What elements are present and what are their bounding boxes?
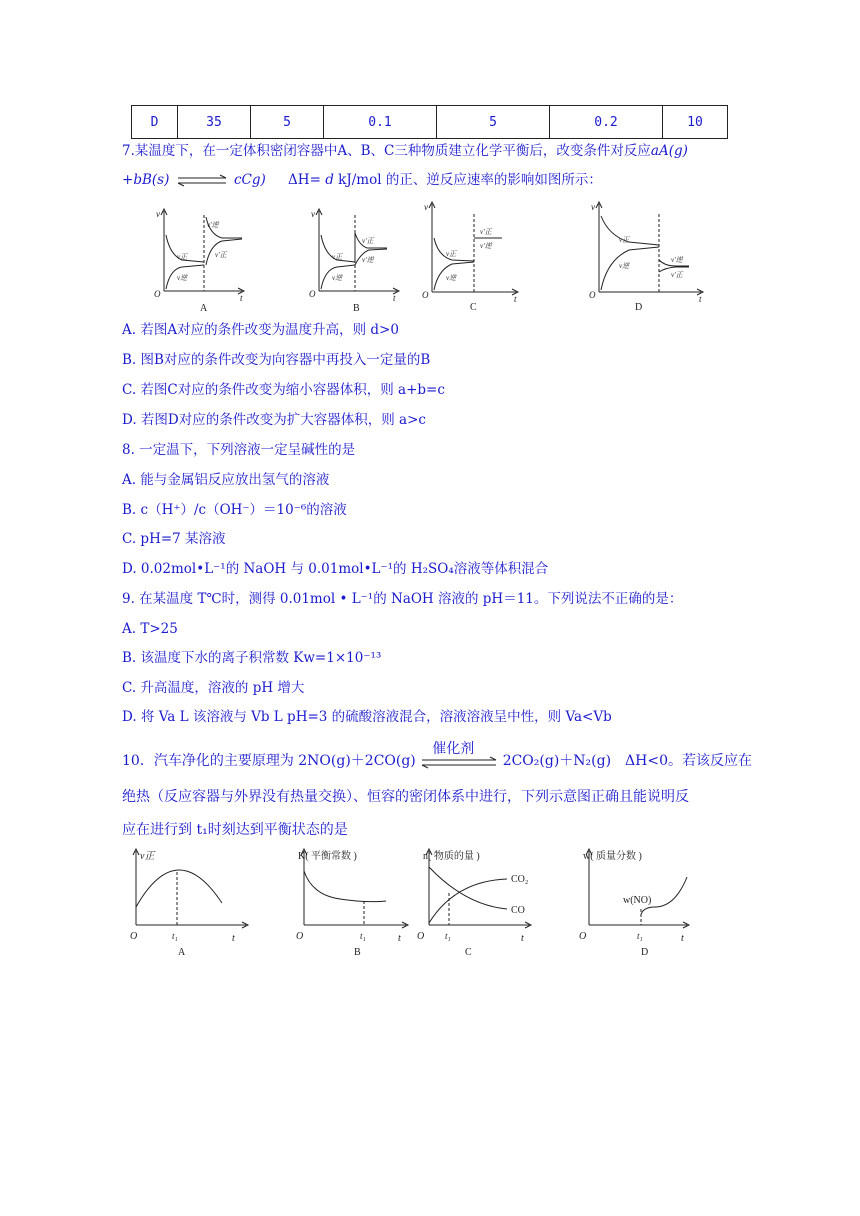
graph-caption: B — [354, 947, 361, 958]
graph-caption: C — [465, 947, 472, 958]
equilibrium-arrow-icon — [174, 174, 230, 188]
q9-option-d: D. 将 Va L 该溶液与 Vb L pH=3 的硫酸溶液混合，溶液溶液呈中性，则 Va<Vb — [122, 709, 612, 725]
series-label: v′逆 — [362, 256, 374, 264]
q7-graph-a — [150, 205, 250, 315]
q7-graph-c — [418, 198, 528, 316]
axis-label: v — [591, 202, 595, 212]
q9-option-c: C. 升高温度，溶液的 pH 增大 — [122, 680, 305, 696]
series-label-wno: w(NO) — [623, 895, 652, 906]
series-label: v逆 — [177, 274, 188, 282]
q9-option-a: A. T>25 — [122, 621, 178, 637]
catalyst-label: 催化剂 — [432, 741, 475, 757]
axis-label: t — [393, 293, 396, 303]
origin-label: O — [130, 931, 138, 942]
q8-stem: 8. 一定温下，下列溶液一定呈碱性的是 — [122, 442, 356, 458]
series-label: v′正 — [362, 237, 374, 245]
table-cell: 10 — [663, 106, 728, 139]
graph-caption: A — [178, 947, 186, 958]
origin-label: O — [296, 931, 304, 942]
series-label-co2: CO₂ — [511, 874, 529, 885]
series-label: v逆 — [619, 262, 630, 270]
graph-caption: A — [200, 303, 208, 314]
q8-option-a: A. 能与金属铝反应放出氢气的溶液 — [122, 472, 330, 488]
origin-label: O — [154, 289, 161, 299]
q10-stem-line1 — [122, 741, 752, 770]
q8-option-d: D. 0.02mol•L⁻¹的 NaOH 与 0.01mol•L⁻¹的 H₂SO₄溶液等体积混合 — [122, 561, 549, 577]
q7-option-a: A. 若图A对应的条件改变为温度升高，则 d>0 — [122, 322, 399, 338]
series-label-co: CO — [511, 905, 525, 916]
q7-graph-d — [585, 198, 710, 316]
q7-delta-h: ΔH= — [288, 172, 321, 188]
q7-graph-b — [305, 205, 405, 315]
series-label: v′正 — [215, 251, 227, 259]
axis-label: t — [699, 294, 702, 304]
q9-stem: 9. 在某温度 T℃时，测得 0.01mol • L⁻¹的 NaOH 溶液的 pH＝11。下列说法不正确的是： — [122, 591, 683, 607]
series-label: v正 — [332, 253, 343, 261]
axis-label: t — [681, 933, 684, 944]
tick-label: t₁ — [360, 931, 366, 941]
q7-stem-tail: kJ/mol 的正、逆反应速率的影响如图所示： — [338, 172, 602, 188]
series-label: v′正 — [480, 228, 492, 236]
axis-label: t — [232, 933, 235, 944]
series-label: v′逆 — [480, 242, 492, 250]
q8-option-b: B. c（H⁺）/c（OH⁻）＝10⁻⁶的溶液 — [122, 502, 347, 518]
table-cell: 0.1 — [324, 106, 437, 139]
q8-option-c: C. pH=7 某溶液 — [122, 531, 226, 547]
tick-label: t₁ — [172, 931, 178, 941]
q10-graph-d — [575, 845, 700, 960]
origin-label: O — [422, 290, 429, 300]
series-label: v逆 — [446, 274, 457, 282]
q7-plus: + — [122, 172, 134, 188]
q7-reactant-b: bB(s) — [133, 172, 170, 188]
table-cell: 0.2 — [550, 106, 663, 139]
data-table — [131, 105, 728, 139]
axis-label: v正 — [140, 851, 155, 862]
axis-label: t — [521, 933, 524, 944]
axis-label: w( 质量分数 ) — [583, 851, 642, 862]
q7-product-c: cCg) — [233, 172, 266, 188]
series-label: v′正 — [671, 271, 683, 279]
series-label: v′逆 — [671, 256, 683, 264]
table-cell: 5 — [437, 106, 550, 139]
q7-option-c: C. 若图C对应的条件改变为缩小容器体积，则 a+b=c — [122, 382, 445, 398]
table-row — [132, 106, 728, 139]
q10-products: 2CO₂(g)＋N₂(g) ΔH<0。若该反应在 — [502, 753, 752, 769]
series-label: v′逆 — [207, 221, 219, 229]
q10-reactants: 10．汽车净化的主要原理为 2NO(g)＋2CO(g) — [122, 753, 416, 769]
table-cell: D — [132, 106, 178, 139]
graph-caption: C — [470, 302, 477, 313]
q10-stem-line2: 绝热（反应容器与外界没有热量交换）、恒容的密闭体系中进行，下列示意图正确且能说明反 — [122, 789, 689, 805]
series-label: v正 — [177, 253, 188, 261]
graph-caption: D — [635, 302, 643, 313]
q10-graph-c — [415, 845, 550, 960]
equilibrium-arrow-icon — [420, 756, 498, 770]
q7-stem-line1 — [122, 142, 688, 160]
q10-graph-b — [290, 845, 415, 960]
axis-label: K( 平衡常数 ) — [298, 851, 357, 862]
series-label: v逆 — [332, 274, 343, 282]
q7-d: d — [325, 172, 334, 188]
tick-label: t₁ — [445, 931, 451, 941]
q9-option-b: B. 该温度下水的离子积常数 Kw=1×10⁻¹³ — [122, 650, 382, 666]
axis-label: v — [311, 209, 315, 219]
origin-label: O — [589, 290, 596, 300]
q7-reactant-a: aA(g) — [650, 143, 688, 159]
series-label: v正 — [446, 250, 457, 258]
axis-label: t — [514, 294, 517, 304]
axis-label: t — [240, 293, 243, 303]
origin-label: O — [417, 931, 425, 942]
q7-option-b: B. 图B对应的条件改变为向容器中再投入一定量的B — [122, 352, 431, 368]
q10-graph-a — [122, 845, 252, 960]
axis-label: v — [424, 202, 428, 212]
origin-label: O — [579, 931, 587, 942]
origin-label: O — [309, 289, 316, 299]
series-label: v正 — [619, 236, 630, 244]
q7-stem-text: 7.某温度下，在一定体积密闭容器中A、B、C三种物质建立化学平衡后，改变条件对反应 — [122, 143, 651, 159]
q10-stem-line3: 应在进行到 t₁时刻达到平衡状态的是 — [122, 822, 348, 838]
graph-caption: D — [641, 947, 649, 958]
table-cell: 5 — [251, 106, 324, 139]
axis-label: v — [156, 209, 160, 219]
table-cell: 35 — [178, 106, 251, 139]
q7-stem-line2 — [122, 171, 602, 189]
q7-option-d: D. 若图D对应的条件改变为扩大容器体积，则 a>c — [122, 412, 426, 428]
axis-label: n( 物质的量 ) — [423, 851, 480, 862]
catalyst-arrow — [420, 741, 498, 770]
tick-label: t₁ — [637, 931, 643, 941]
axis-label: t — [398, 933, 401, 944]
graph-caption: B — [353, 303, 360, 314]
